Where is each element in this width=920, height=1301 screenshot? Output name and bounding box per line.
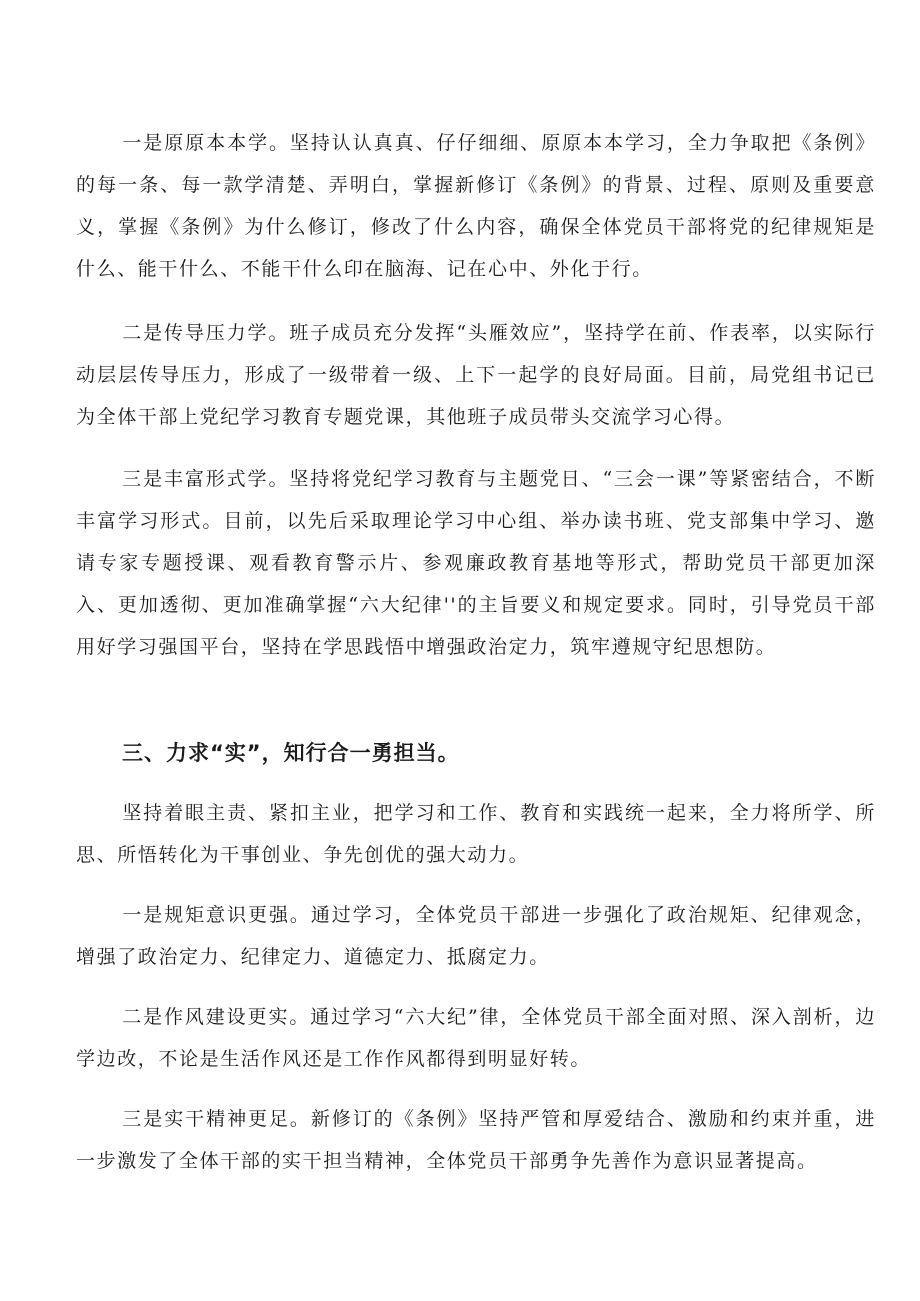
section-heading: 三、力求“实”，知行合一勇担当。: [122, 741, 460, 765]
paragraph-study-original: 一是原原本本学。坚持认认真真、仔仔细细、原原本本学习，全力争取把《条例》的每一条、每一款学清楚、弄明白，掌握新修订《条例》的背景、过程、原则及重要意义，掌握《条例》为什么修订，修改了什么内容，确保全体党员干部将党的纪律规矩是什么、能干什么、不能干什么印在脑海、记在心中、外化于行。: [76, 132, 876, 280]
paragraph-work-style: 二是作风建设更实。通过学习“六大纪”律，全体党员干部全面对照、深入剖析，边学边改，不论是生活作风还是工作作风都得到明显好转。: [76, 1006, 876, 1070]
paragraph-forms-study: 三是丰富形式学。坚持将党纪学习教育与主题党日、“三会一课”等紧密结合，不断丰富学习形式。目前，以先后采取理论学习中心组、举办读书班、党支部集中学习、邀请专家专题授课、观看教育警示片、参观廉政教育基地等形式，帮助党员干部更加深入、更加透彻、更加准确掌握“六大纪律''的主旨要义和规定要求。同时，引导党员干部用好学习强国平台，坚持在学思践悟中增强政治定力，筑牢遵规守纪思想防。: [76, 468, 876, 658]
paragraph-practical-spirit: 三是实干精神更足。新修订的《条例》坚持严管和厚爱结合、激励和约束并重，进一步激发了全体干部的实干担当精神，全体党员干部勇争先善作为意识显著提高。: [76, 1108, 876, 1172]
paragraph-intro: 坚持着眼主责、紧扣主业，把学习和工作、教育和实践统一起来，全力将所学、所思、所悟转化为干事创业、争先创优的强大动力。: [76, 802, 876, 866]
paragraph-rules-awareness: 一是规矩意识更强。通过学习，全体党员干部进一步强化了政治规矩、纪律观念，增强了政治定力、纪律定力、道德定力、抵腐定力。: [76, 904, 876, 968]
paragraph-pressure-study: 二是传导压力学。班子成员充分发挥“头雁效应”，坚持学在前、作表率，以实际行动层层传导压力，形成了一级带着一级、上下一起学的良好局面。目前，局党组书记已为全体干部上党纪学习教育专题党课，其他班子成员带头交流学习心得。: [76, 322, 876, 428]
